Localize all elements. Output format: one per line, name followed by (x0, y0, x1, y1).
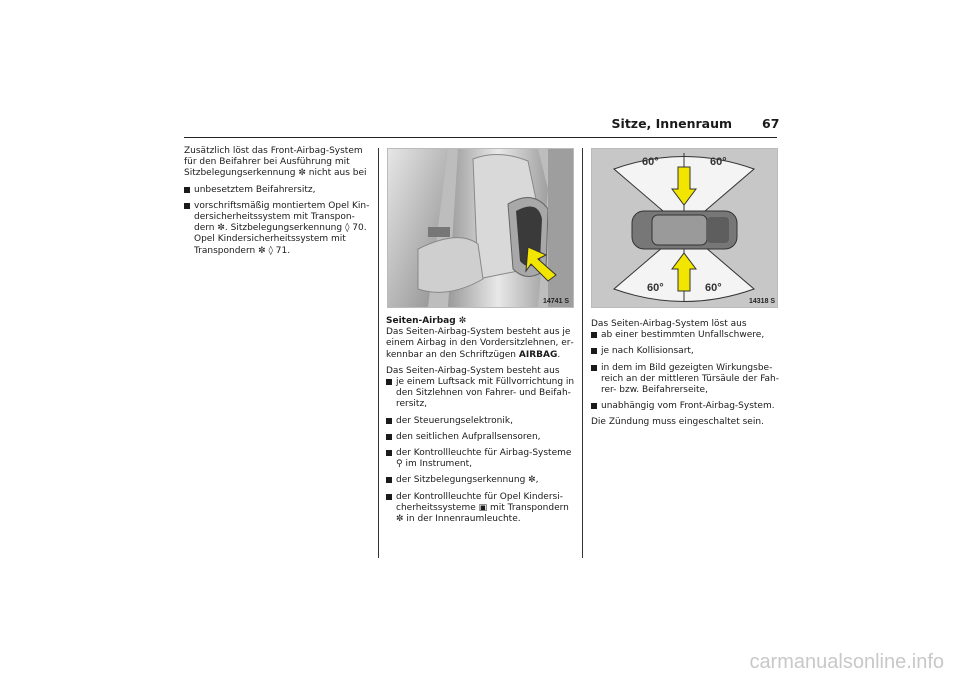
bullet-icon (591, 403, 597, 409)
list-item: der Kontrollleuchte für Airbag-Systeme ⚲ im Instrument, (386, 448, 576, 470)
bullet-list (184, 185, 370, 257)
column-3 (591, 319, 781, 434)
column-1 (184, 146, 370, 262)
section-title: Sitze, Innenraum (611, 116, 732, 131)
bullet-icon (184, 187, 190, 193)
angle-label: 60° (647, 282, 664, 294)
intro-text: Das Seiten-Airbag-System besteht aus je einem Airbag in den Vordersitzlehnen, erkennbar an den Schriftzügen AIRBAG. (386, 327, 574, 360)
bullet-list (386, 377, 576, 525)
bullet-icon (386, 477, 392, 483)
bullet-icon (591, 365, 597, 371)
column-divider (378, 148, 379, 558)
bullet-icon (591, 332, 597, 338)
bullet-icon (386, 379, 392, 385)
lead-text: Das Seiten-Airbag-System löst aus (591, 319, 747, 329)
intro-text: Zusätzlich löst das Front-Airbag-System für den Beifahrer bei Ausführung mit Sitzbelegungserkennung ✼ nicht aus bei (184, 146, 367, 179)
list-item: je einem Luftsack mit Füllvorrichtung in den Sitzlehnen von Fahrer- und Beifahrersitz, (386, 377, 576, 411)
bullet-list (591, 330, 781, 412)
bullet-icon (386, 494, 392, 500)
list-item: unbesetztem Beifahrersitz, (184, 185, 370, 196)
watermark: carmanualsonline.info (749, 651, 944, 673)
bullet-icon (184, 203, 190, 209)
seat-airbag-illustration (387, 148, 574, 308)
angle-label: 60° (642, 156, 659, 168)
column-2 (386, 316, 576, 530)
bullet-icon (591, 348, 597, 354)
lead-text: Das Seiten-Airbag-System besteht aus (386, 365, 560, 376)
section-heading: Seiten-Airbag ✼ (386, 316, 467, 326)
header-rule (184, 137, 777, 138)
angle-label: 60° (705, 282, 722, 294)
list-item: den seitlichen Aufprallsensoren, (386, 432, 576, 443)
list-item: vorschriftsmäßig montiertem Opel Kindersicherheitssystem mit Transpondern ✼. Sitzbelegungserkennung ◊ 70. Opel Kindersicherheitssystem mit Transpondern ✼ ◊ 71. (184, 201, 370, 257)
bullet-icon (386, 450, 392, 456)
note-text: Die Zündung muss eingeschaltet sein. (591, 417, 764, 428)
page-number: 67 (762, 116, 780, 131)
airbag-zone-diagram (591, 148, 778, 308)
bullet-icon (386, 418, 392, 424)
list-item: der Kontrollleuchte für Opel Kindersicherheitssysteme ▣ mit Transpondern ✼ in der Innenraumleuchte. (386, 492, 576, 526)
image-label: 14318 S (749, 298, 776, 305)
column-divider (582, 148, 583, 558)
list-item: unabhängig vom Front-Airbag-System. (591, 401, 781, 412)
list-item: der Sitzbelegungserkennung ✼, (386, 475, 576, 486)
list-item: der Steuerungselektronik, (386, 416, 576, 427)
list-item: je nach Kollisionsart, (591, 346, 781, 357)
angle-label: 60° (710, 156, 727, 168)
bullet-icon (386, 434, 392, 440)
image-label: 14741 S (543, 298, 570, 305)
list-item: ab einer bestimmten Unfallschwere, (591, 330, 781, 341)
list-item: in dem im Bild gezeigten Wirkungsbereich an der mittleren Türsäule der Fahrer- bzw. Beifahrerseite, (591, 363, 781, 397)
